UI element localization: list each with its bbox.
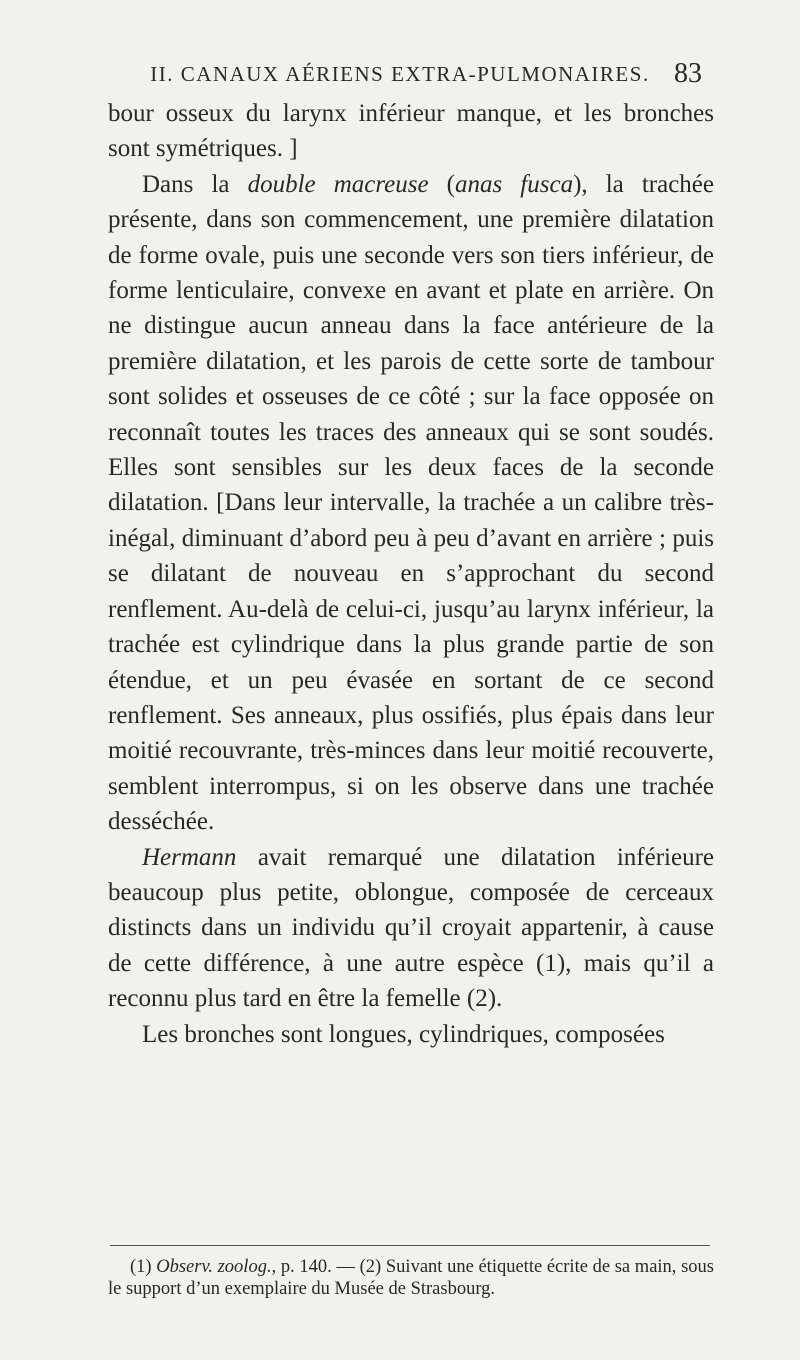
paragraph-bronches: Les bronches sont longues, cylindriques, composées [142, 1020, 665, 1048]
footnote-mark: (1) [130, 1257, 157, 1277]
paragraph-hermann [108, 840, 714, 1017]
main-text [108, 96, 714, 1052]
footnote [108, 1256, 714, 1300]
paragraph-continuation: bour osseux du larynx inférieur manque, et les bronches sont symétriques. ] [108, 100, 714, 163]
latin-name: anas fusca [454, 170, 574, 198]
footnote-source: Observ. zoolog. [156, 1257, 272, 1277]
author-name: Hermann [142, 843, 237, 871]
page-number: 83 [674, 58, 702, 89]
running-header [98, 58, 702, 98]
running-title: II. CANAUX AÉRIENS EXTRA-PULMONAIRES. [150, 62, 650, 86]
p2-paren: ( [428, 170, 455, 198]
p2-lead: Dans la [142, 170, 248, 198]
footnotes [108, 1256, 714, 1300]
species-name: double macreuse [247, 170, 429, 198]
footnote-rule [110, 1245, 710, 1246]
p2-rest: ), la trachée présente, dans son commencement, une première dilatation de forme ovale, puis une seconde vers son tiers inférieur, de forme lenticulaire, convexe en avant et plate en arrière. On ne distingue aucun anneau dans la face antérieure de la première dilatation, et les parois de cette sorte de tambour sont solides et osseuses de ce côté ; sur la face opposée on reconnaît toutes les traces des anneaux qui se sont soudés. Elles sont sensibles sur les deux faces de la seconde dilatation. [Dans leur intervalle, la trachée a un calibre très-inégal, diminuant d’abord peu à peu d’avant en arrière ; puis se dilatant de nouveau en s’approchant du second renflement. Au-delà de celui-ci, jusqu’au larynx inférieur, la trachée est cylindrique dans la plus grande partie de son étendue, et un peu évasée en sortant de ce second renflement. Ses anneaux, plus ossifiés, plus épais dans leur moitié recouvrante, très-minces dans leur moitié recouverte, semblent interrompus, si on les observe dans une trachée desséchée. [108, 170, 714, 836]
paragraph-double-macreuse [108, 167, 714, 840]
footnote-text: , p. 140. — (2) Suivant une étiquette écrite de sa main, sous le support d’un exemplaire du Musée de Strasbourg. [108, 1257, 714, 1299]
p3-rest: avait remarqué une dilatation inférieure beaucoup plus petite, oblongue, composée de cerceaux distincts dans un individu qu’il croyait appartenir, à cause de cette différence, à une autre espèce (1), mais qu’il a reconnu plus tard en être la femelle (2). [108, 843, 714, 1013]
